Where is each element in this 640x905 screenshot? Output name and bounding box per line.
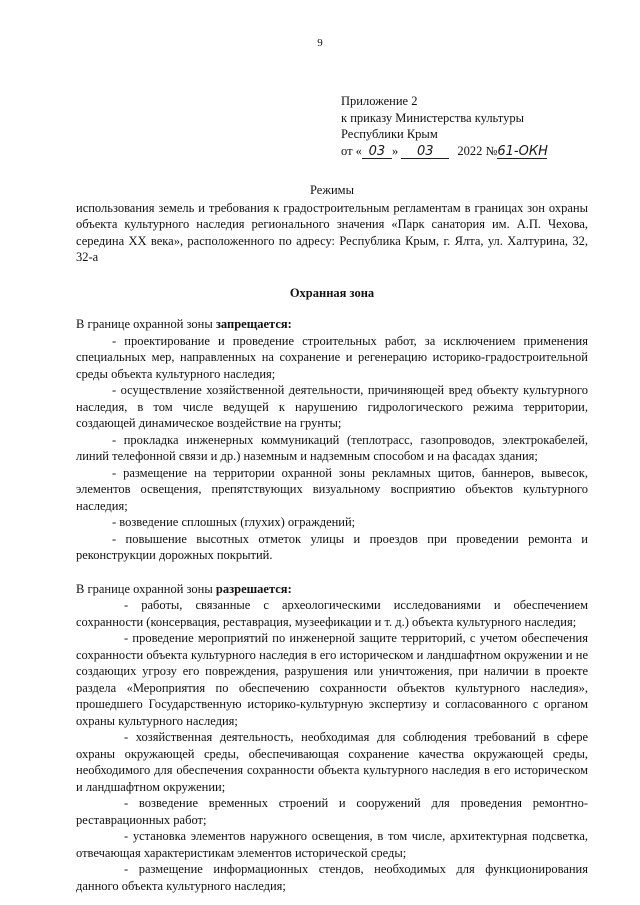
permitted-item: - размещение информационных стендов, необходимых для функционирования данного объекта культурного наследия; — [76, 862, 588, 893]
appendix-order-line: к приказу Министерства культуры — [341, 110, 524, 125]
appendix-block — [341, 93, 547, 159]
prohibited-intro — [76, 316, 588, 333]
appendix-republic-line: Республики Крым — [341, 127, 438, 141]
permitted-intro-bold: разрешается: — [215, 581, 292, 596]
permitted-item: - возведение временных строений и сооружений для проведения ремонтно-реставрационных работ; — [76, 796, 588, 827]
date-mid: » — [391, 143, 399, 158]
permitted-item: - установка элементов наружного освещения, в том числе, архитектурная подсветка, отвечающая характеристикам элементов исторической среды; — [76, 829, 588, 860]
date-day: 03 — [362, 146, 392, 159]
section-heading: Охранная зона — [289, 285, 375, 300]
prohibited-item: - размещение на территории охранной зоны рекламных щитов, баннеров, вывесок, элементов освещения, препятствующих визуальному восприятию объектов культурного наследия; — [76, 465, 588, 513]
prohibited-item: - осуществление хозяйственной деятельности, причиняющей вред объекту культурного наследия, в том числе ведущей к нарушению гидрологического режима территории, создающей динамическое воздействие на грунты; — [76, 383, 588, 430]
prohibited-item: - проектирование и проведение строительных работ, за исключением применения специальных мер, направленных на сохранение и регенерацию историко-градостроительной среды объекта культурного наследия; — [76, 333, 588, 381]
prohibited-intro-text: В границе охранной зоны — [76, 317, 216, 331]
permitted-item: - проведение мероприятий по инженерной защите территорий, с учетом обеспечения сохранности объекта культурного наследия в его историческом и ландшафтном окружении и не создающих угрозу его повреждения, разрушения или уничтожения, при наличии в проекте раздела «Мероприятия по обеспечению сохранности объектов культурного наследия», прошедшего Государственную историко-культурную экспертизу и согласованного с органом охраны культурного наследия; — [76, 631, 588, 728]
prohibited-item: - повышение высотных отметок улицы и проездов при проведении ремонта и реконструкции дорожных покрытий. — [76, 531, 588, 562]
permitted-item: - хозяйственная деятельность, необходимая для соблюдения требований в сфере охраны окружающей среды, обеспечивающая сохранение качества окружающей среды, необходимого для обеспечения сохранности объекта культурного наследия в его историческом и ландшафтном окружении; — [76, 730, 588, 794]
prohibited-item: - возведение сплошных (глухих) ограждений; — [112, 515, 356, 529]
order-number: 61-ОКН — [497, 143, 548, 159]
permitted-intro-text: В границе охранной зоны — [76, 581, 216, 596]
date-year: 2022 № — [457, 143, 498, 158]
prohibited-item: - прокладка инженерных коммуникаций (теплотрасс, газопроводов, электрокабелей, линий телефонной связи и др.) наземным и надземным способом и на фасадах здания; — [76, 432, 588, 463]
appendix-title: Приложение 2 — [341, 94, 418, 108]
appendix-date-line — [341, 143, 547, 160]
document-subtitle: использования земель и требования к градостроительным регламентам в границах зон охраны объекта культурного наследия регионального значения «Парк санатория им. А.П. Чехова, середина XX века», расположенного по адресу: Республика Крым, г. Ялта, ул. Халтурина, 32, 32-а — [76, 200, 588, 264]
prohibited-intro-bold: запрещается: — [215, 317, 292, 331]
date-month: 03 — [401, 146, 449, 159]
permitted-intro — [76, 581, 588, 598]
page-number: 9 — [317, 37, 323, 49]
document-title: Режимы — [310, 183, 354, 197]
permitted-item: - работы, связанные с археологическими исследованиями и обеспечением сохранности (консервация, реставрация, музеефикации и т. д.) объекта культурного наследия; — [76, 598, 588, 629]
document-body — [76, 182, 588, 894]
date-prefix: от « — [341, 143, 362, 158]
